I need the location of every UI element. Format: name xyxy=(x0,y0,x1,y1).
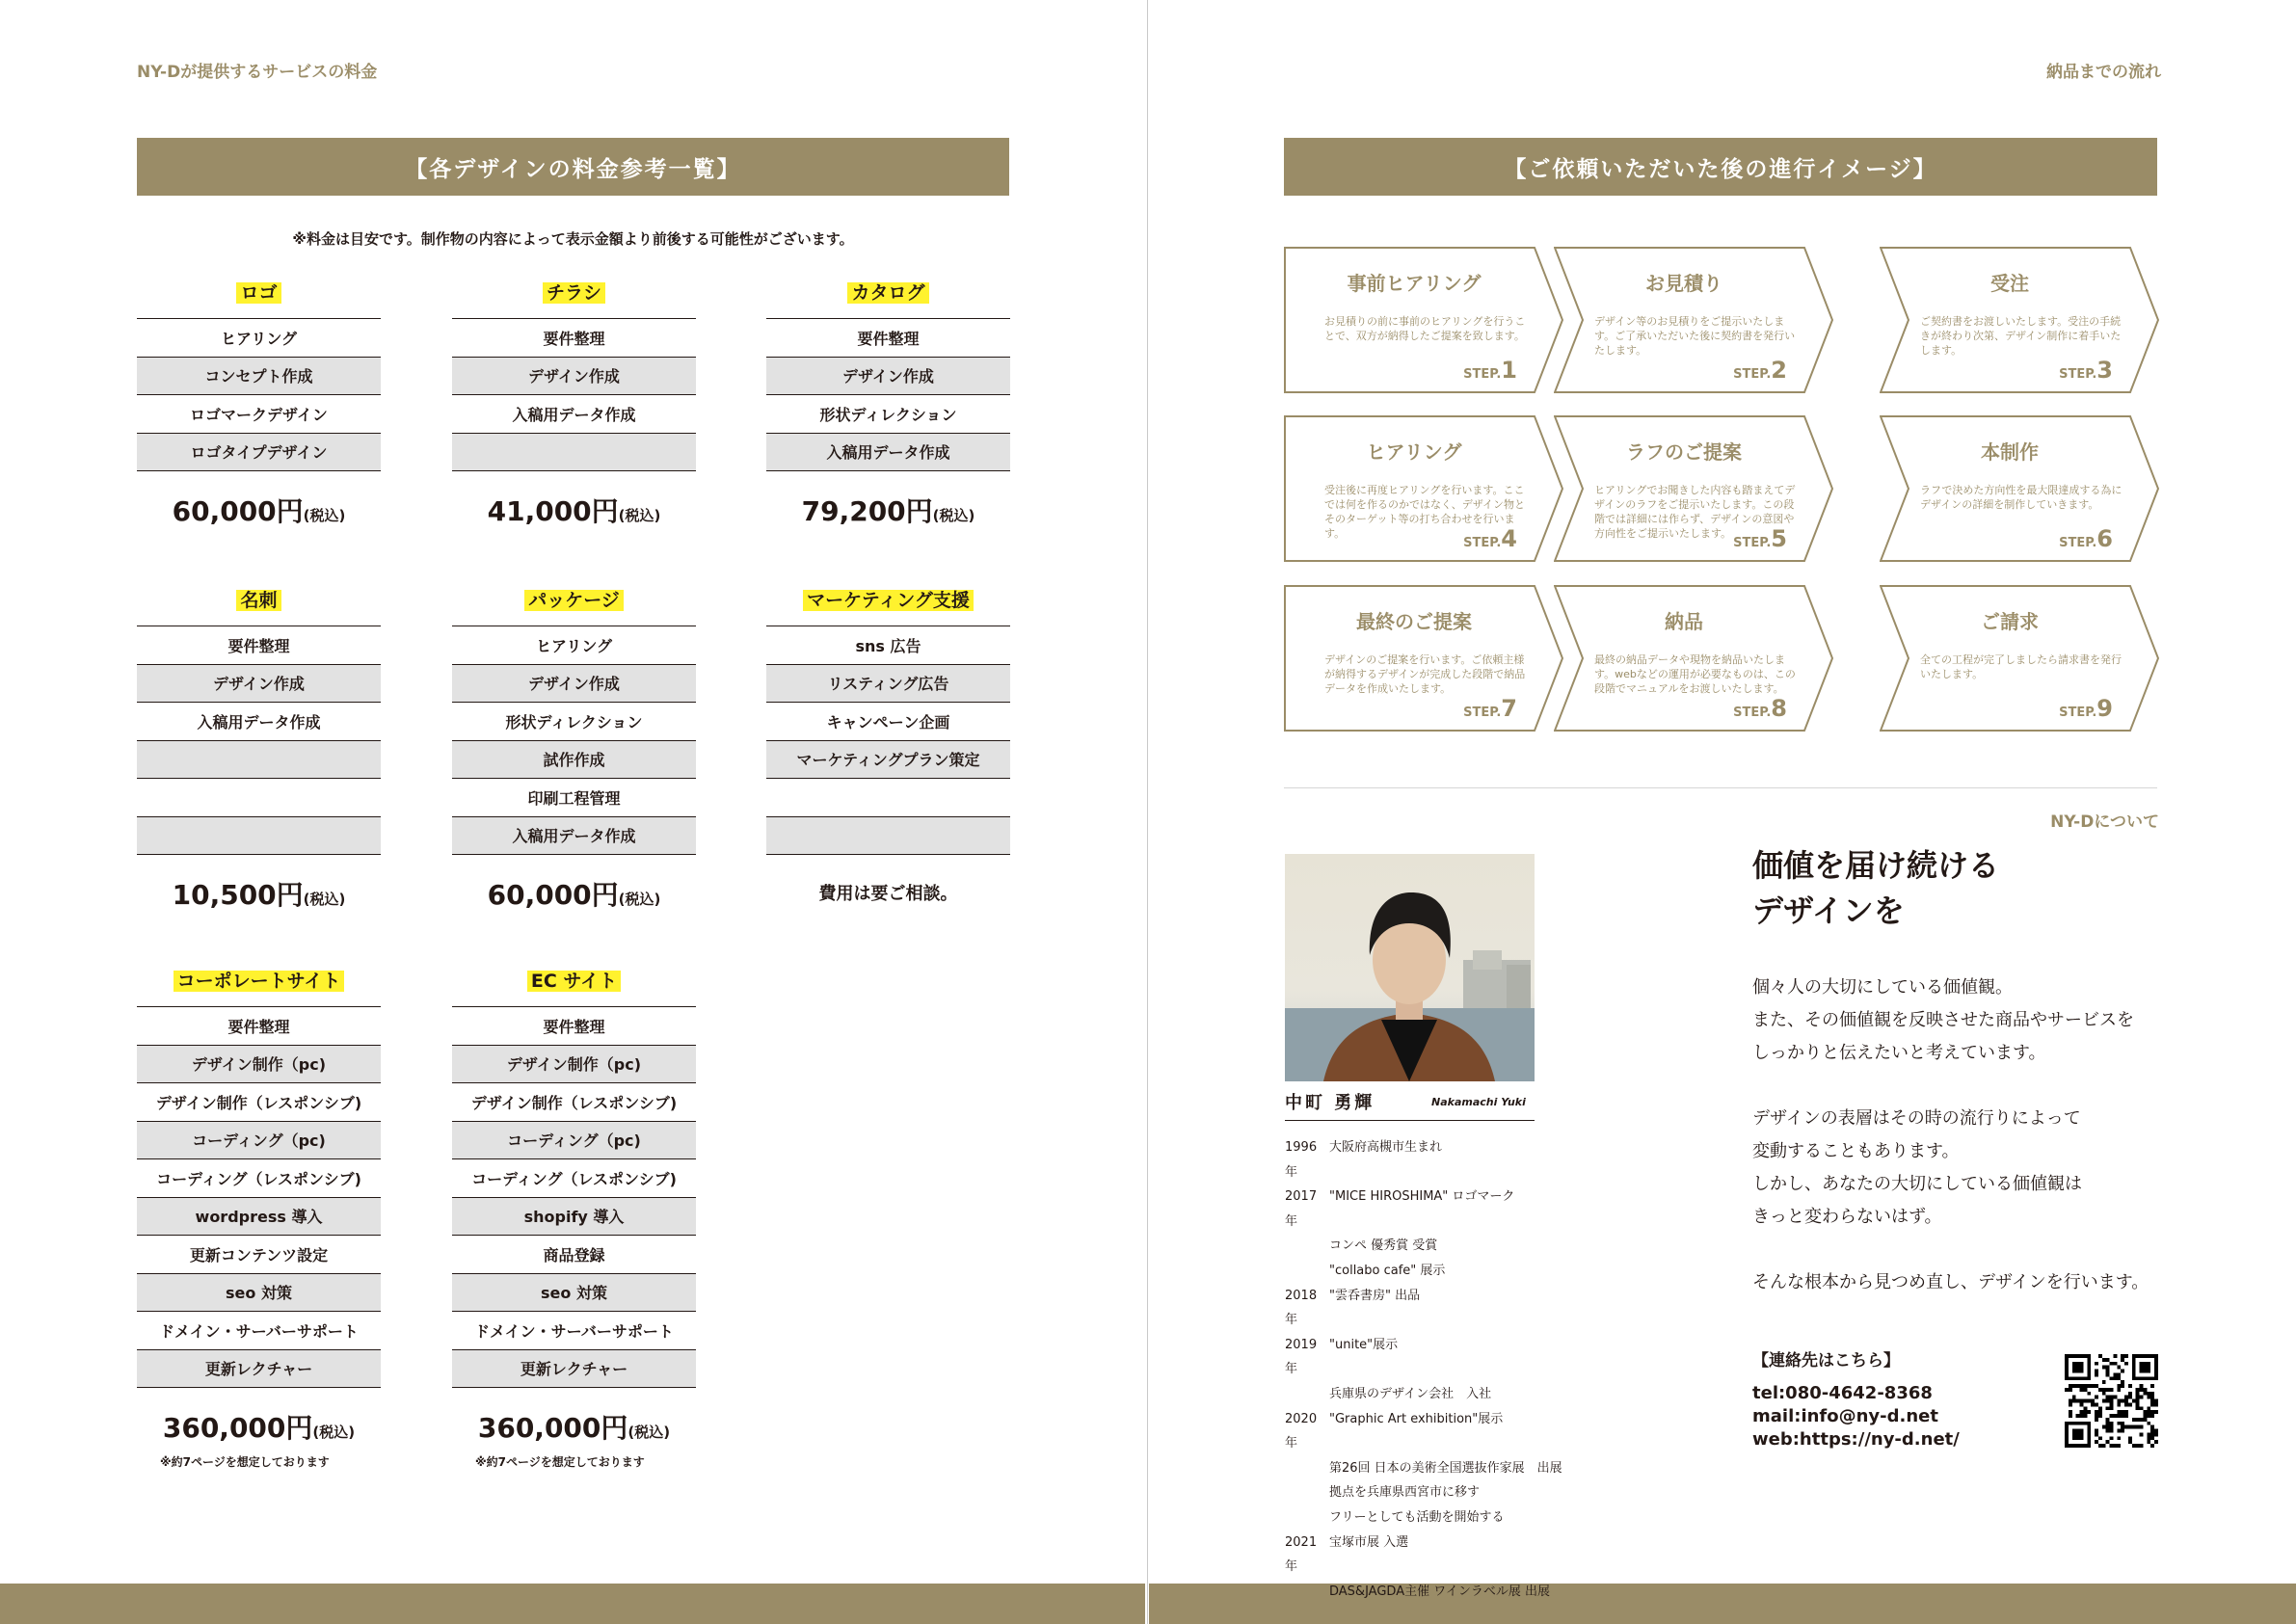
service-item: マーケティングプラン策定 xyxy=(766,741,1010,780)
service-items xyxy=(452,318,696,471)
tax-label: (税込) xyxy=(618,507,661,524)
step-title: 最終のご提案 xyxy=(1356,610,1472,633)
service-package xyxy=(452,589,696,913)
history-year: 2021年 xyxy=(1285,1534,1318,1575)
service-title xyxy=(452,589,696,618)
history-text: 宝塚市展 入選 xyxy=(1329,1534,1409,1550)
page-count-note: ※約7ページを想定しております xyxy=(475,1455,645,1469)
tax-label: (税込) xyxy=(303,891,346,908)
service-flyer xyxy=(452,281,696,529)
service-item: sns 広告 xyxy=(766,626,1010,665)
service-item: 入稿用データ作成 xyxy=(137,703,381,741)
right-page-header: 納品までの流れ xyxy=(2046,63,2161,82)
step-prefix: STEP. xyxy=(2059,706,2097,720)
history-text: "雲呑書房" 出品 xyxy=(1329,1288,1421,1303)
step-description: デザインのご提案を行います。ご依頼主様が納得するデザインが完成した段階で納品データを作成いたします。 xyxy=(1324,653,1526,695)
step-number xyxy=(1463,695,1517,722)
history-row xyxy=(1285,1531,1632,1580)
service-item: 形状ディレクション xyxy=(452,703,696,741)
service-item: コーディング（pc) xyxy=(452,1122,696,1160)
step-prefix: STEP. xyxy=(1463,706,1502,720)
step-card xyxy=(1880,247,2169,393)
statement-line: デザインの表層はその時の流行りによって xyxy=(1752,1108,2081,1129)
service-item xyxy=(137,779,381,817)
service-item: wordpress 導入 xyxy=(137,1198,381,1237)
service-items xyxy=(766,318,1010,471)
history-text: DAS&JAGDA主催 ワインラベル展 出展 xyxy=(1329,1584,1550,1599)
history-row xyxy=(1285,1333,1632,1382)
contact-tel: tel:080-4642-8368 xyxy=(1752,1383,1933,1403)
service-item: デザイン制作（pc) xyxy=(452,1046,696,1084)
history-row xyxy=(1285,1259,1632,1284)
service-item: 更新レクチャー xyxy=(452,1350,696,1389)
service-items xyxy=(452,626,696,855)
history-row xyxy=(1285,1456,1632,1481)
history-row xyxy=(1285,1382,1632,1407)
history-text: 兵庫県のデザイン会社 入社 xyxy=(1329,1386,1492,1401)
price-value: 360,000円 xyxy=(162,1412,313,1444)
service-item: 要件整理 xyxy=(766,319,1010,358)
history-text: フリーとしても活動を開始する xyxy=(1329,1509,1505,1525)
history-text: "Graphic Art exhibition"展示 xyxy=(1329,1411,1504,1426)
history-year xyxy=(1285,1505,1329,1531)
history-row xyxy=(1285,1135,1632,1185)
service-item: ロゴタイプデザイン xyxy=(137,434,381,472)
step-description: 最終の納品データや現物を納品いたします。webなどの運用が必要なものは、この段階でマニュアルをお渡しいたします。 xyxy=(1594,653,1796,695)
step-card xyxy=(1284,247,1573,393)
step-title: 納品 xyxy=(1665,610,1703,633)
service-item: ヒアリング xyxy=(137,319,381,358)
history-row xyxy=(1285,1284,1632,1333)
history-year xyxy=(1285,1480,1329,1505)
price-value: 60,000円 xyxy=(172,495,304,527)
history-row xyxy=(1285,1580,1632,1605)
service-title-text: コーポレートサイト xyxy=(174,971,345,992)
step-number xyxy=(1733,357,1787,384)
headline-line-2: デザインを xyxy=(1752,892,1905,929)
statement-line: しっかりと伝えたいと考えています。 xyxy=(1752,1043,2046,1063)
history-year: 2020年 xyxy=(1285,1411,1318,1451)
headline-line-1: 価値を届け続ける xyxy=(1752,847,2000,884)
step-description: 受注後に再度ヒアリングを行います。ここでは何を作るのかではなく、デザイン物とそのターゲット等の打ち合わせを行います。 xyxy=(1324,484,1526,540)
contact-mail: mail:info@ny-d.net xyxy=(1752,1406,1938,1426)
service-title-text: ロゴ xyxy=(236,282,280,304)
history-year: 2019年 xyxy=(1285,1337,1318,1377)
price-value: 60,000円 xyxy=(487,879,619,911)
service-title xyxy=(766,281,1010,310)
profile-name-en: Nakamachi Yuki xyxy=(1431,1096,1526,1108)
consult-text: 費用は要ご相談。 xyxy=(818,884,958,904)
service-items xyxy=(766,626,1010,855)
service-price xyxy=(137,874,381,913)
service-item: デザイン作成 xyxy=(452,665,696,704)
step-description: ヒアリングでお聞きした内容も踏まえてデザインのラフをご提示いたします。この段階では詳細には作らず、デザインの意図や方向性をご提示いたします。 xyxy=(1594,484,1796,540)
left-page-header: NY-Dが提供するサービスの料金 xyxy=(137,63,378,82)
step-title: ご請求 xyxy=(1981,610,2039,633)
step-title: ヒアリング xyxy=(1366,440,1462,464)
service-price xyxy=(452,874,696,913)
tax-label: (税込) xyxy=(618,891,661,908)
service-item: デザイン作成 xyxy=(137,665,381,704)
service-item: ヒアリング xyxy=(452,626,696,665)
history-year xyxy=(1285,1580,1329,1605)
price-list-title: 【各デザインの料金参考一覧】 xyxy=(137,138,1009,196)
service-item xyxy=(452,434,696,472)
service-item xyxy=(766,779,1010,817)
step-title: お見積り xyxy=(1645,272,1722,295)
profile-history xyxy=(1285,1135,1632,1604)
step-prefix: STEP. xyxy=(1463,536,1502,550)
history-text: 拠点を兵庫県西宮市に移す xyxy=(1329,1485,1481,1501)
service-title xyxy=(137,281,381,310)
service-price xyxy=(452,1407,696,1446)
step-prefix: STEP. xyxy=(1463,367,1502,382)
service-item: デザイン作成 xyxy=(452,358,696,396)
history-year xyxy=(1285,1382,1329,1407)
service-item: 要件整理 xyxy=(452,1007,696,1046)
step-digit: 8 xyxy=(1771,695,1787,722)
statement-line: きっと変わらないはず。 xyxy=(1752,1207,1942,1227)
history-year xyxy=(1285,1234,1329,1259)
service-catalog xyxy=(766,281,1010,529)
history-year: 2018年 xyxy=(1285,1288,1318,1328)
service-corporate-site xyxy=(137,970,381,1470)
service-item: コンセプト作成 xyxy=(137,358,381,396)
step-prefix: STEP. xyxy=(1733,536,1772,550)
service-item: デザイン制作（レスポンシブ) xyxy=(452,1083,696,1122)
history-text: 大阪府高槻市生まれ xyxy=(1329,1140,1443,1155)
history-row xyxy=(1285,1505,1632,1531)
step-title: 受注 xyxy=(1990,272,2029,295)
service-item: 形状ディレクション xyxy=(766,395,1010,434)
contact-web: web:https://ny-d.net/ xyxy=(1752,1429,1960,1450)
step-prefix: STEP. xyxy=(2059,536,2097,550)
service-items xyxy=(452,1006,696,1388)
step-number xyxy=(2059,525,2113,552)
service-item: 商品登録 xyxy=(452,1236,696,1274)
service-item: コーディング（レスポンシブ) xyxy=(137,1159,381,1198)
price-value: 79,200円 xyxy=(801,495,933,527)
step-digit: 3 xyxy=(2096,357,2113,384)
service-title xyxy=(452,970,696,998)
step-title: 本制作 xyxy=(1981,440,2039,464)
tax-label: (税込) xyxy=(932,507,975,524)
step-card xyxy=(1880,415,2169,562)
step-number xyxy=(1733,525,1787,552)
service-item: shopify 導入 xyxy=(452,1198,696,1237)
step-digit: 6 xyxy=(2096,525,2113,552)
step-number xyxy=(2059,357,2113,384)
service-title-text: 名刺 xyxy=(236,590,280,611)
service-item: seo 対策 xyxy=(137,1274,381,1313)
qr-code xyxy=(2065,1354,2158,1448)
step-digit: 4 xyxy=(1501,525,1517,552)
step-title: 事前ヒアリング xyxy=(1347,272,1482,295)
history-text: "MICE HIROSHIMA" ロゴマーク xyxy=(1329,1189,1515,1205)
step-card xyxy=(1284,415,1573,562)
history-year xyxy=(1285,1259,1329,1284)
service-item: 入稿用データ作成 xyxy=(766,434,1010,472)
service-items xyxy=(137,626,381,855)
service-title xyxy=(137,589,381,618)
service-items xyxy=(137,1006,381,1388)
service-title-text: マーケティング支援 xyxy=(803,590,974,611)
about-label: NY-Dについて xyxy=(2050,812,2159,832)
service-item: ドメイン・サーバーサポート xyxy=(137,1312,381,1350)
step-description: お見積りの前に事前のヒアリングを行うことで、双方が納得したご提案を致します。 xyxy=(1324,315,1526,342)
step-card xyxy=(1554,247,1843,393)
statement-line: また、その価値観を反映させた商品やサービスを xyxy=(1752,1010,2134,1030)
statement-line xyxy=(1752,1234,2176,1266)
service-marketing xyxy=(766,589,1010,905)
service-price xyxy=(137,491,381,529)
step-description: デザイン等のお見積りをご提示いたします。ご了承いただいた後に契約書を発行いたします。 xyxy=(1594,315,1796,357)
service-item: 入稿用データ作成 xyxy=(452,817,696,856)
service-item xyxy=(137,741,381,780)
history-row xyxy=(1285,1480,1632,1505)
service-item: キャンペーン企画 xyxy=(766,703,1010,741)
history-text: "unite"展示 xyxy=(1329,1337,1399,1352)
step-title: ラフのご提案 xyxy=(1626,440,1742,464)
page-fold xyxy=(1147,0,1148,1624)
step-digit: 1 xyxy=(1501,357,1517,384)
service-title xyxy=(766,589,1010,618)
service-title-text: チラシ xyxy=(543,282,605,304)
service-price xyxy=(137,1407,381,1446)
profile-name: 中町 勇輝 xyxy=(1285,1093,1375,1113)
statement-line: 個々人の大切にしている価値観。 xyxy=(1752,977,2013,998)
step-description: 全ての工程が完了しましたら請求書を発行いたします。 xyxy=(1920,653,2122,680)
statement-line: そんな根本から見つめ直し、デザインを行います。 xyxy=(1752,1272,2149,1292)
service-title xyxy=(452,281,696,310)
service-item: 更新レクチャー xyxy=(137,1350,381,1389)
headline xyxy=(1752,843,1999,934)
page-count-note: ※約7ページを想定しております xyxy=(160,1455,330,1469)
service-item: 要件整理 xyxy=(137,626,381,665)
price-note: ※料金は目安です。制作物の内容によって表示金額より前後する可能性がございます。 xyxy=(292,230,854,248)
service-items xyxy=(137,318,381,471)
step-card xyxy=(1554,585,1843,732)
history-text: 第26回 日本の美術全国選抜作家展 出展 xyxy=(1329,1460,1562,1476)
history-year: 2017年 xyxy=(1285,1189,1318,1229)
step-digit: 7 xyxy=(1501,695,1517,722)
step-number xyxy=(1733,695,1787,722)
service-item: デザイン制作（レスポンシブ) xyxy=(137,1083,381,1122)
service-item: コーディング（レスポンシブ) xyxy=(452,1159,696,1198)
profile-photo xyxy=(1285,854,1535,1081)
step-digit: 2 xyxy=(1771,357,1787,384)
service-price xyxy=(766,491,1010,529)
service-item: 印刷工程管理 xyxy=(452,779,696,817)
service-title-text: パッケージ xyxy=(524,590,624,611)
service-title xyxy=(137,970,381,998)
step-number xyxy=(1463,525,1517,552)
statement-line xyxy=(1752,1070,2176,1103)
step-card xyxy=(1880,585,2169,732)
history-text: "collabo cafe" 展示 xyxy=(1329,1263,1446,1278)
step-number xyxy=(2059,695,2113,722)
price-value: 360,000円 xyxy=(477,1412,628,1444)
statement-line: しかし、あなたの大切にしている価値観は xyxy=(1752,1174,2082,1194)
service-item: 要件整理 xyxy=(452,319,696,358)
service-logo xyxy=(137,281,381,529)
about-divider xyxy=(1284,787,2157,788)
footer-bar-left xyxy=(0,1584,1145,1624)
service-title-text: カタログ xyxy=(847,282,928,304)
service-item xyxy=(137,817,381,856)
price-value: 41,000円 xyxy=(487,495,619,527)
service-business-card xyxy=(137,589,381,913)
service-item: ロゴマークデザイン xyxy=(137,395,381,434)
contact-block xyxy=(1752,1349,1960,1451)
history-year: 1996年 xyxy=(1285,1140,1318,1180)
profile-name-rule xyxy=(1285,1120,1535,1121)
step-prefix: STEP. xyxy=(2059,367,2097,382)
service-item: 更新コンテンツ設定 xyxy=(137,1236,381,1274)
service-item: デザイン制作（pc) xyxy=(137,1046,381,1084)
step-description: ラフで決めた方向性を最大限達成する為にデザインの詳細を制作していきます。 xyxy=(1920,484,2122,511)
history-text: コンペ 優秀賞 受賞 xyxy=(1329,1238,1438,1254)
contact-label: 【連絡先はこちら】 xyxy=(1752,1351,1900,1371)
process-title: 【ご依頼いただいた後の進行イメージ】 xyxy=(1284,138,2157,196)
service-item: 入稿用データ作成 xyxy=(452,395,696,434)
service-item: ドメイン・サーバーサポート xyxy=(452,1312,696,1350)
service-item: 試作作成 xyxy=(452,741,696,780)
service-title-text: EC サイト xyxy=(527,971,621,992)
history-year xyxy=(1285,1456,1329,1481)
history-row xyxy=(1285,1185,1632,1234)
step-prefix: STEP. xyxy=(1733,706,1772,720)
service-item: コーディング（pc) xyxy=(137,1122,381,1160)
tax-label: (税込) xyxy=(627,1424,671,1441)
service-item: デザイン作成 xyxy=(766,358,1010,396)
price-value: 10,500円 xyxy=(172,879,304,911)
step-description: ご契約書をお渡しいたします。受注の手続きが終わり次第、デザイン制作に着手いたします。 xyxy=(1920,315,2122,357)
tax-label: (税込) xyxy=(312,1424,356,1441)
history-row xyxy=(1285,1234,1632,1259)
step-digit: 5 xyxy=(1771,525,1787,552)
service-item xyxy=(766,817,1010,856)
step-card xyxy=(1284,585,1573,732)
statement-line: 変動することもあります。 xyxy=(1752,1141,1960,1161)
service-item: リスティング広告 xyxy=(766,665,1010,704)
service-ec-site xyxy=(452,970,696,1470)
step-number xyxy=(1463,357,1517,384)
step-card xyxy=(1554,415,1843,562)
service-item: 要件整理 xyxy=(137,1007,381,1046)
history-row xyxy=(1285,1407,1632,1456)
service-item: seo 対策 xyxy=(452,1274,696,1313)
statement xyxy=(1752,972,2176,1299)
step-digit: 9 xyxy=(2096,695,2113,722)
service-price xyxy=(452,491,696,529)
step-prefix: STEP. xyxy=(1733,367,1772,382)
tax-label: (税込) xyxy=(303,507,346,524)
